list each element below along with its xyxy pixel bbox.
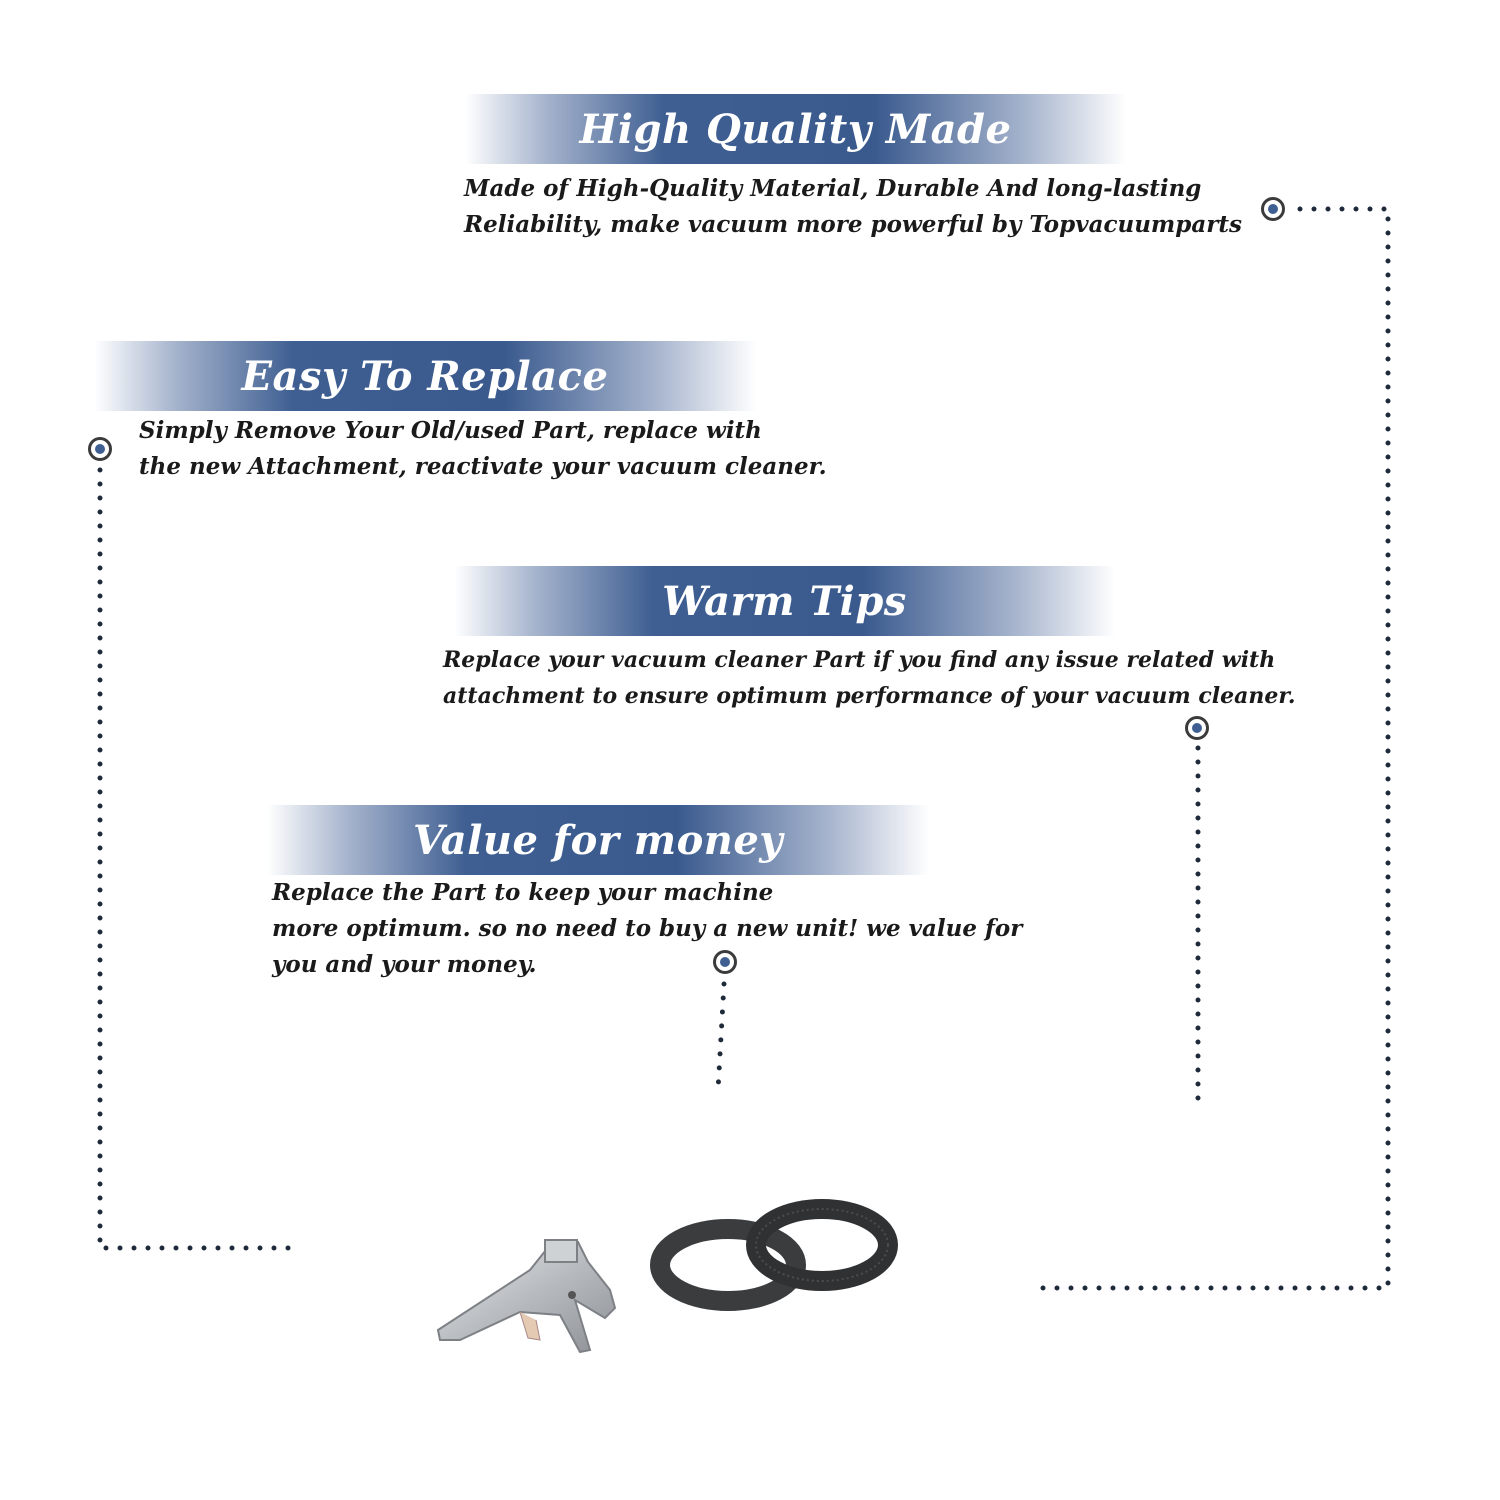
section-title: Easy To Replace — [241, 352, 609, 400]
description-line: attachment to ensure optimum performance of your vacuum cleaner. — [443, 683, 1296, 709]
section-title: Warm Tips — [662, 577, 907, 625]
product-image — [410, 1190, 910, 1380]
section-description — [464, 171, 1242, 243]
description-line: Made of High-Quality Material, Durable And long-lasting — [464, 175, 1202, 202]
banner-easy-replace — [94, 341, 756, 411]
description-line: Replace the Part to keep your machine — [272, 879, 774, 906]
banner-high-quality — [465, 94, 1126, 164]
bullet-dot-icon — [1185, 716, 1209, 740]
description-line: the new Attachment, reactivate your vacuum cleaner. — [139, 453, 827, 480]
belt-icon — [660, 1209, 888, 1301]
section-description — [443, 642, 1296, 714]
description-line: Reliability, make vacuum more powerful by Topvacuumparts — [464, 211, 1242, 238]
section-title: Value for money — [412, 816, 784, 864]
banner-value-money — [267, 805, 929, 875]
description-line: more optimum. so no need to buy a new unit! we value for — [272, 915, 1023, 942]
description-line: Replace your vacuum cleaner Part if you find any issue related with — [443, 647, 1276, 673]
bullet-dot-icon — [713, 950, 737, 974]
pedal-lever-icon — [438, 1240, 615, 1352]
connector-high-quality — [1036, 209, 1388, 1288]
bullet-dot-icon — [1261, 197, 1285, 221]
section-title: High Quality Made — [579, 105, 1012, 153]
banner-warm-tips — [454, 566, 1115, 636]
description-line: Simply Remove Your Old/used Part, replace with — [139, 417, 762, 444]
connector-value — [718, 984, 724, 1090]
section-description — [272, 875, 1022, 983]
section-description — [139, 413, 827, 485]
bullet-dot-icon — [88, 437, 112, 461]
description-line: you and your money. — [272, 951, 537, 978]
